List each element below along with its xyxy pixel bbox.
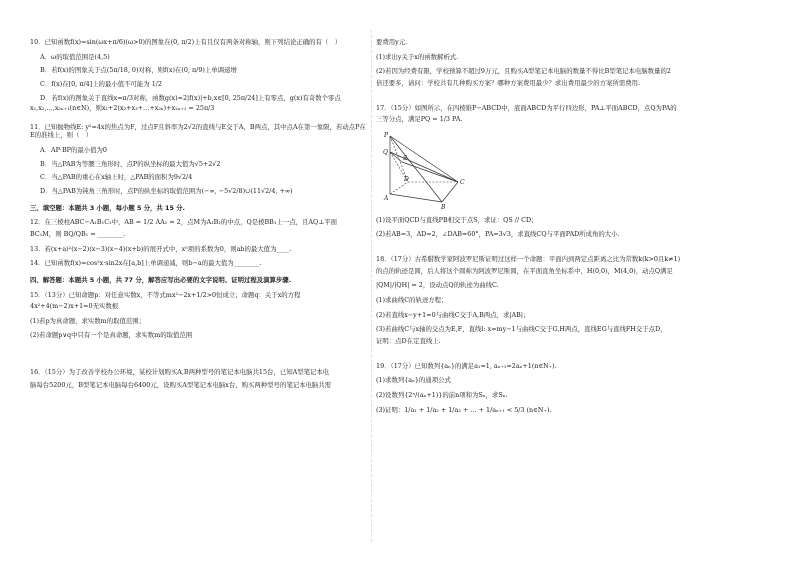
question-18-part-3: (3)若曲线C与x轴的交点为E,F，直线l: x=my−1与曲线C交于G,H两点，直线EG与直线FH交于点D， xyxy=(376,325,667,334)
question-15-part-2: (2)若命题p∨q中只有一个是真命题，求实数m的取值范围 xyxy=(30,331,193,340)
edge-bc xyxy=(442,182,458,202)
question-18-part-2: (2)若直线x−y+1=0与曲线C交于A,B两点，求|AB|； xyxy=(376,310,530,319)
edge-ab xyxy=(390,194,442,202)
label-a: A xyxy=(384,194,389,202)
question-12-cont: BC₁M，则 BQ/QB₁ = ________. xyxy=(30,229,126,238)
question-13: 13．若(x+a)²(x−2)(x−3)(x−4)(x+b)的展开式中，x⁵项的系数为0，则ab的最大值为____. xyxy=(30,244,292,253)
right-column xyxy=(376,38,770,420)
pyramid-figure xyxy=(380,130,490,210)
question-18-part-1: (1)求曲线C的轨迹方程； xyxy=(376,296,448,305)
edge-pc xyxy=(390,136,458,182)
question-19-part-1: (1)求数列{aₙ}的通项公式 xyxy=(376,376,451,385)
label-b: B xyxy=(441,203,446,210)
q10-option-d-cont: x₁,x₂,…,x₂ₙ₊₁(n∈N)，则x₁+2(x₂+x₃+…+x₂ₙ)+x₂ₙ₊₁ = 25π/3 xyxy=(30,104,215,113)
question-11: 11．已知抛物线E: y²=4x的焦点为F，过点F且斜率为2√2的直线与E交于A，B两点，其中点A在第一象限，若动点P在E的准线上，则（ ） xyxy=(30,122,366,140)
question-19-part-2: (2)设数列{2ⁿ/(aₙ+1)}的前n项和为Sₙ，求Sₙ. xyxy=(376,390,508,399)
question-16-cont-2: 要费用y元. xyxy=(376,38,408,46)
pyramid-diagram xyxy=(380,130,490,210)
question-16: 16．（15分）为了改善学校办公环境，某校计划购买A,B两种型号的笔记本电脑共15台，已知A型笔记本电 xyxy=(30,368,330,377)
label-q: Q xyxy=(383,148,388,156)
edge-ad xyxy=(390,182,408,194)
q11-option-a: A．AP·BP的最小值为0 xyxy=(40,146,107,155)
label-s: S xyxy=(403,154,408,162)
question-15-cont: 4x²+4(m−2)x+1=0无实数根 xyxy=(30,302,119,311)
label-c: C xyxy=(460,178,465,186)
edge-pb xyxy=(390,136,442,202)
edge-qs xyxy=(390,152,402,162)
q10-option-a: A．ω的取值范围是(4,5) xyxy=(40,52,110,61)
q11-option-b: B．当△PAB为等腰三角形时，点P的纵坐标的最大值为√5+2√2 xyxy=(40,159,221,168)
column-divider xyxy=(371,30,372,542)
q11-option-d: D．当△PAB为钝角三角形时，点P的纵坐标的取值范围为(−∞, −5√2/8)∪(11√2/4, +∞) xyxy=(40,187,293,196)
q10-option-d: D．若f(x)的图象关于直线x=π/3对称，函数g(x)=2|f(x)|+b,x∈[0, 25π/24]上有零点，g(x)有奇数个零点 xyxy=(40,93,341,102)
q10-option-c: C．f(x)在[0, π/4]上的最小值不可能为 1/2 xyxy=(40,79,162,88)
question-18-part-3-cont: 证明：点D在定直线上. xyxy=(376,336,441,345)
question-12: 12．在三棱柱ABC−A₁B₁C₁中，AB = 1/2 AA₁ = 2，点M为A₁B₁的中点，Q是棱BB₁上一点，且AQ⊥平面 xyxy=(30,218,338,227)
question-14: 14．已知函数f(x)=cos²x·sin2x在[a,b]上单调递减，则b−a的最大值为________. xyxy=(30,259,262,268)
question-19: 19．（17分）已知数列{aₙ}的满足a₁=1, aₙ₊₁=2aₙ+1(n∈N₊). xyxy=(376,361,557,370)
question-18-cont: 的点的轨迹是圆，后人将这个圆称为阿波罗尼斯圆，在平面直角坐标系中，H(0,0)，M(4,0)，动点Q满足 xyxy=(376,266,673,275)
question-16-part-2: (2)若因为经费有限，学校预算不超过9万元，且购买A型笔记本电脑的数量不得比B型笔记本电脑数量的2 xyxy=(376,67,671,76)
question-16-part-2-cont: 倍还要多，请问：学校共有几种购买方案？哪种方案费用最少？求出费用最少的方案所需费用. xyxy=(376,78,641,87)
left-column xyxy=(30,38,368,395)
question-15: 15．（13分）已知命题p：对任意实数x，不等式mx²−2x+1/2>0恒成立；命题q：关于x的方程 xyxy=(30,290,301,299)
question-17-cont: 三等分点，满足PQ = 1/3 PA. xyxy=(376,115,463,124)
question-19-part-3: (3)证明：1/a₁ + 1/a₂ + 1/a₃ + … + 1/aₙ₊₁ < 5/3 (n∈N₊). xyxy=(376,405,552,414)
question-17-part-2: (2)若AB=3，AD=2，∠DAB=60°，PA=3√3，求直线CQ与平面PAD所成角的大小. xyxy=(376,230,620,239)
question-16-cont: 脑每台5200元，B型笔记本电脑每台6400元，设购买A型笔记本电脑x台，购买两种型号的笔记本电脑共需 xyxy=(30,380,332,389)
section-solutions: 四、解答题：本题共 5 小题，共 77 分，解答应写出必要的文字说明、证明过程及演算步骤. xyxy=(30,275,292,284)
section-fill-blank: 三、填空题：本题共 3 小题，每小题 5 分，共 15 分. xyxy=(30,203,185,212)
question-10: 10．已知函数f(x)=sin(ωx+π/6)(ω>0)的图象在(0, π/2)上有且仅有两条对称轴，则下列结论正确的有（ ） xyxy=(30,38,342,46)
edge-qc xyxy=(390,152,458,182)
question-18-cont-2: |QM|/|QH| = 2，设动点Q的轨迹为曲线C. xyxy=(376,281,499,290)
question-18: 18．（17分）古希腊数学家阿波罗尼斯证明过这样一个命题：平面内到两定点距离之比为常数k(k>0且k≠1) xyxy=(376,255,681,264)
edge-sc xyxy=(402,162,458,182)
q11-option-c: C．当△PAB的重心在x轴上时，△PAB的面积为9√2/4 xyxy=(40,173,193,182)
label-p: P xyxy=(384,131,389,139)
question-17-part-1: (1)设平面QCD与直线PB相交于点S，求证：QS // CD； xyxy=(376,215,538,224)
question-16-part-1: (1)求出y关于x的函数解析式. xyxy=(376,52,459,61)
question-17: 17．（15分）如图所示，在四棱锥P−ABCD中，底面ABCD为平行四边形，PA⊥平面ABCD，点Q为PA的 xyxy=(376,103,677,112)
q10-option-b: B．若f(x)的图象关于点(5π/18, 0)对称，则f(x)在(0, π/9)上单调递增 xyxy=(40,66,237,75)
question-15-part-1: (1)若p为真命题，求实数m的取值范围； xyxy=(30,316,146,325)
label-d: D xyxy=(404,175,409,183)
